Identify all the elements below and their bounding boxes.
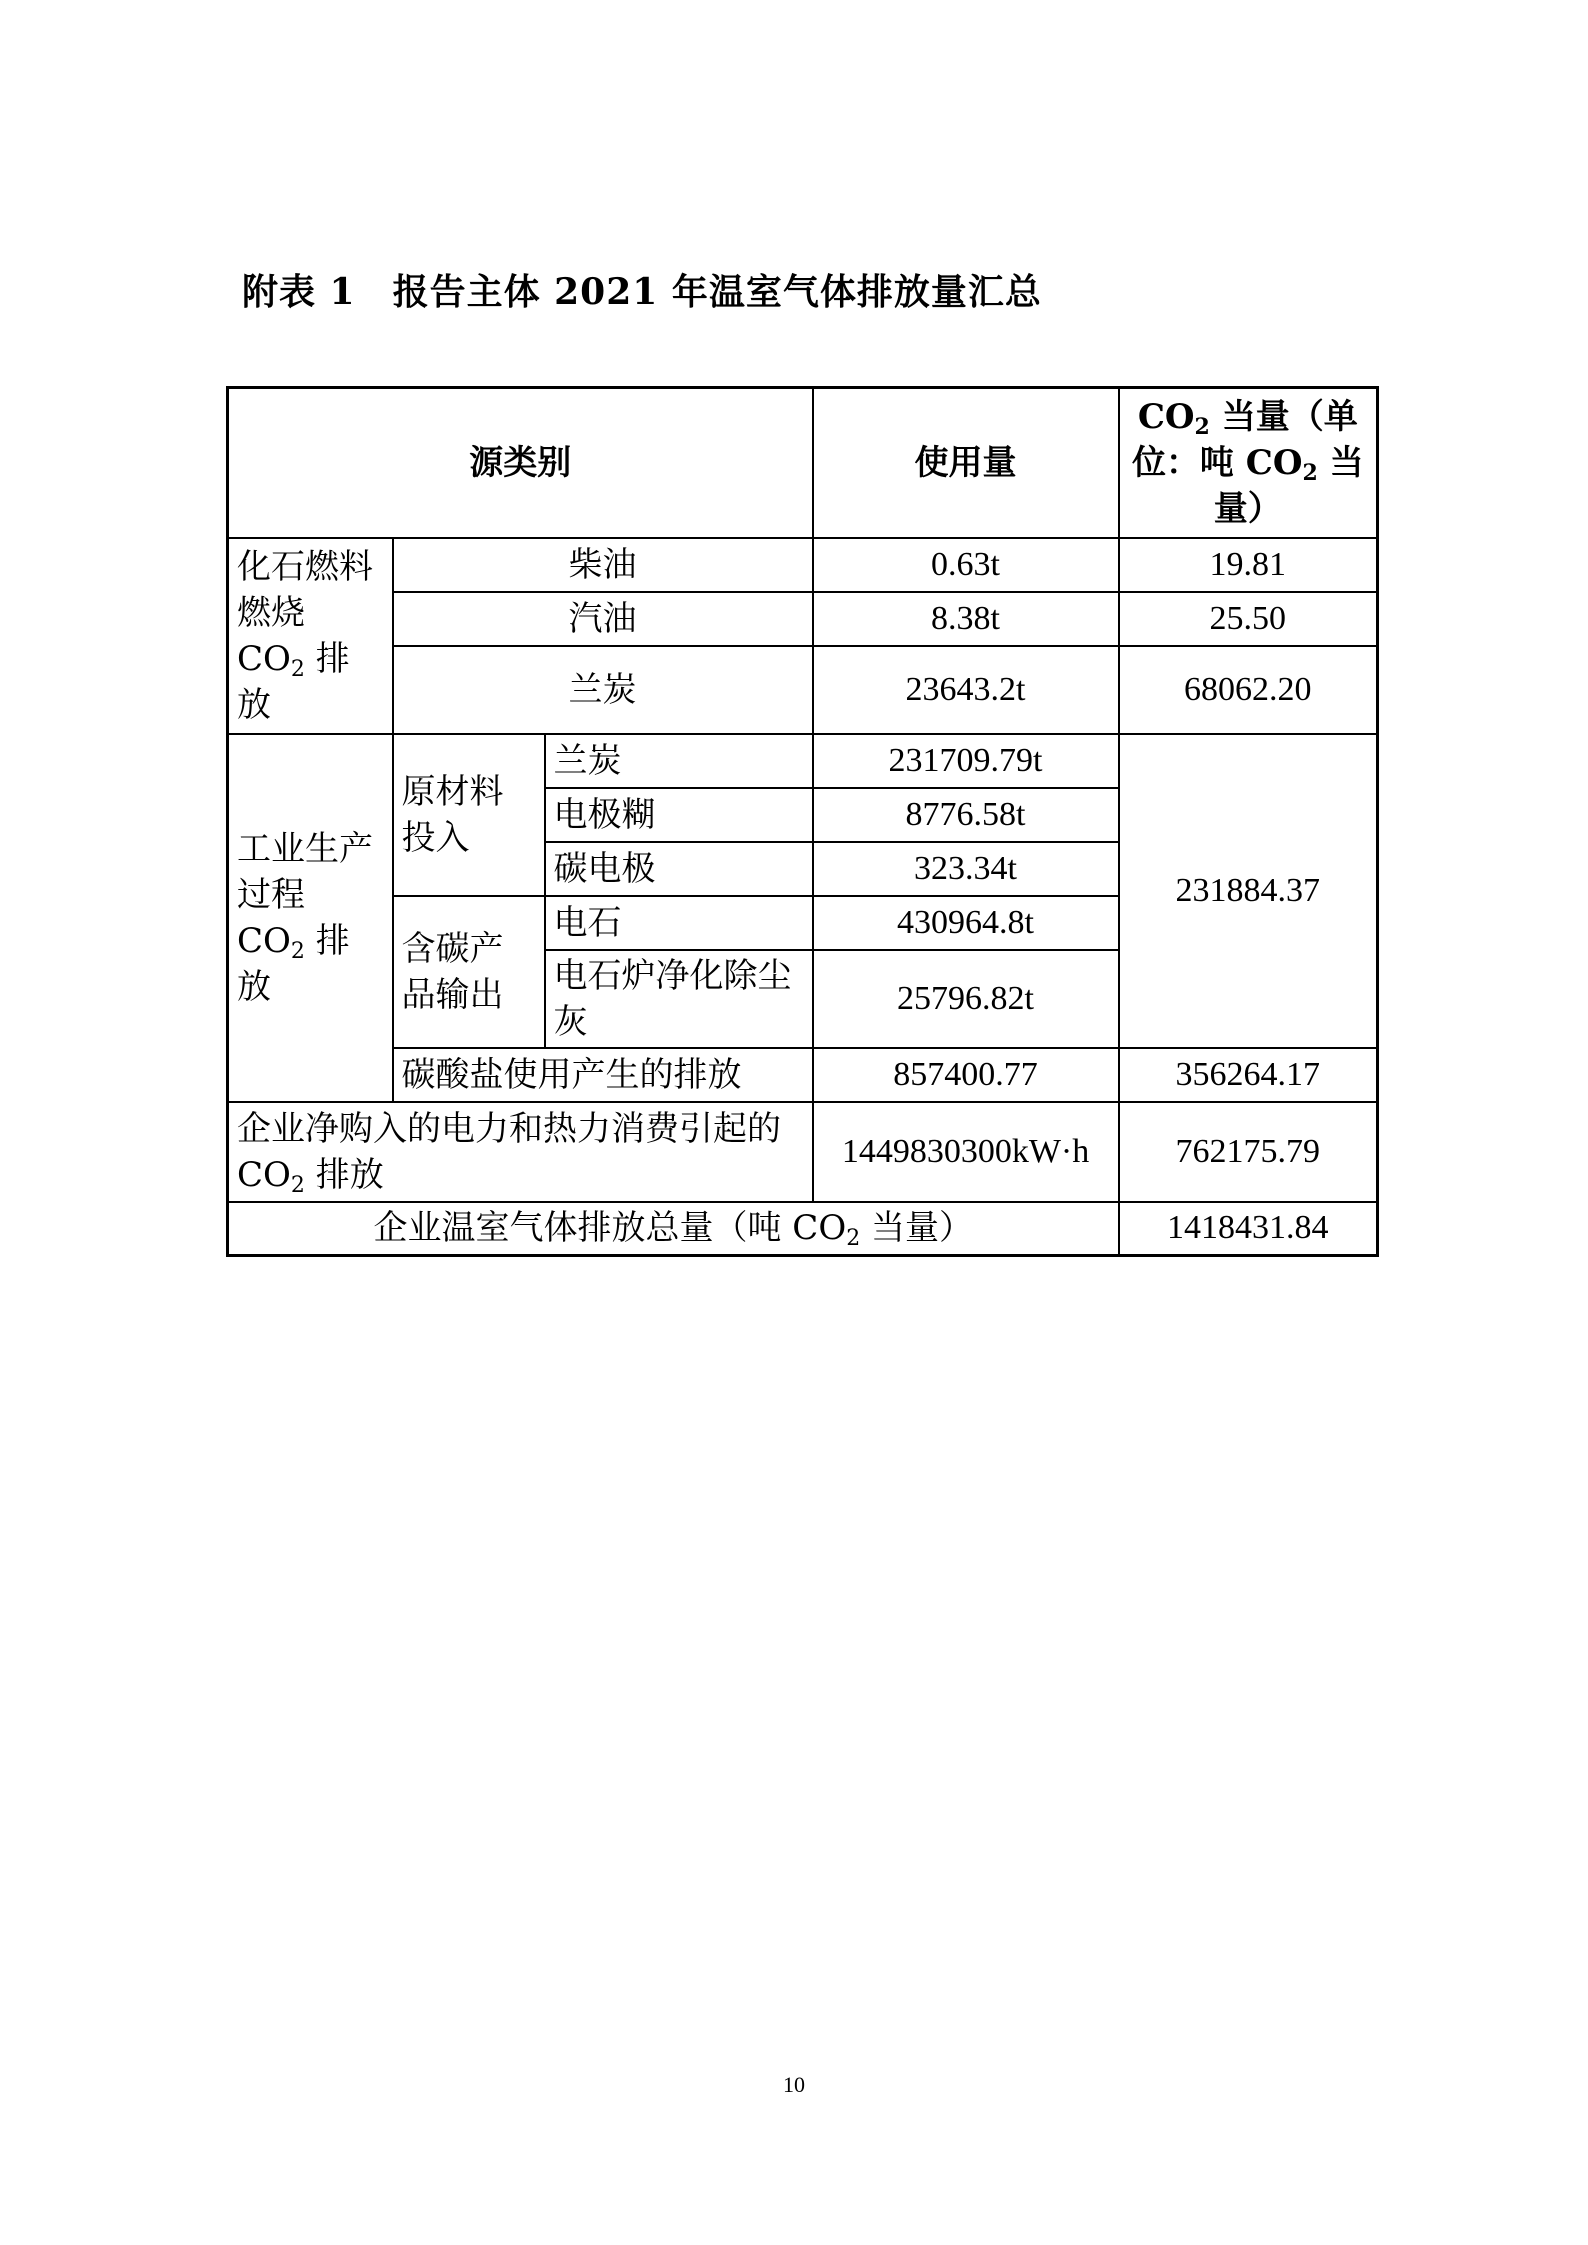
product-usage: 430964.8t	[813, 896, 1119, 950]
carbonate-co2: 356264.17	[1119, 1048, 1378, 1102]
industrial-label: 工业生产过程 $CO_2$ 排放	[228, 734, 393, 1102]
header-row	[228, 388, 1378, 538]
raw-material-label: 原材料投入	[393, 734, 545, 896]
material-name: 兰炭	[545, 734, 813, 788]
table-row	[228, 734, 1378, 788]
table-row	[228, 1102, 1378, 1202]
total-label: 企业温室气体排放总量（吨 $CO_2$ 当量）	[228, 1202, 1119, 1256]
header-usage: 使用量	[813, 388, 1119, 538]
header-co2: $CO_2$ 当量（单位：吨 $CO_2$ 当量）	[1119, 388, 1378, 538]
table-row	[228, 1048, 1378, 1102]
material-name: 碳电极	[545, 842, 813, 896]
carbonate-usage: 857400.77	[813, 1048, 1119, 1102]
fuel-name: 汽油	[393, 592, 813, 646]
fossil-label: 化石燃料燃烧 $CO_2$ 排放	[228, 538, 393, 734]
fuel-name: 柴油	[393, 538, 813, 592]
header-source: 源类别	[228, 388, 813, 538]
page-number: 10	[783, 2072, 805, 2097]
electricity-usage: 1449830300kW·h	[813, 1102, 1119, 1202]
table-row	[228, 592, 1378, 646]
fuel-co2: 25.50	[1119, 592, 1378, 646]
fuel-name: 兰炭	[393, 646, 813, 734]
industrial-co2-total: 231884.37	[1119, 734, 1378, 1048]
product-name: 电石炉净化除尘灰	[545, 950, 813, 1048]
fuel-usage: 8.38t	[813, 592, 1119, 646]
fuel-usage: 23643.2t	[813, 646, 1119, 734]
table-row	[228, 538, 1378, 592]
material-usage: 231709.79t	[813, 734, 1119, 788]
table-title: 附表 1 报告主体 2021 年温室气体排放量汇总	[242, 271, 1042, 313]
carbon-product-label: 含碳产品输出	[393, 896, 545, 1048]
material-usage: 8776.58t	[813, 788, 1119, 842]
table-row	[228, 646, 1378, 734]
electricity-label: 企业净购入的电力和热力消费引起的 $CO_2$ 排放	[228, 1102, 813, 1202]
fuel-co2: 19.81	[1119, 538, 1378, 592]
fuel-co2: 68062.20	[1119, 646, 1378, 734]
material-usage: 323.34t	[813, 842, 1119, 896]
material-name: 电极糊	[545, 788, 813, 842]
total-row	[228, 1202, 1378, 1256]
emissions-table	[226, 386, 1379, 1257]
electricity-co2: 762175.79	[1119, 1102, 1378, 1202]
total-value: 1418431.84	[1119, 1202, 1378, 1256]
product-usage: 25796.82t	[813, 950, 1119, 1048]
fuel-usage: 0.63t	[813, 538, 1119, 592]
product-name: 电石	[545, 896, 813, 950]
carbonate-label: 碳酸盐使用产生的排放	[393, 1048, 813, 1102]
